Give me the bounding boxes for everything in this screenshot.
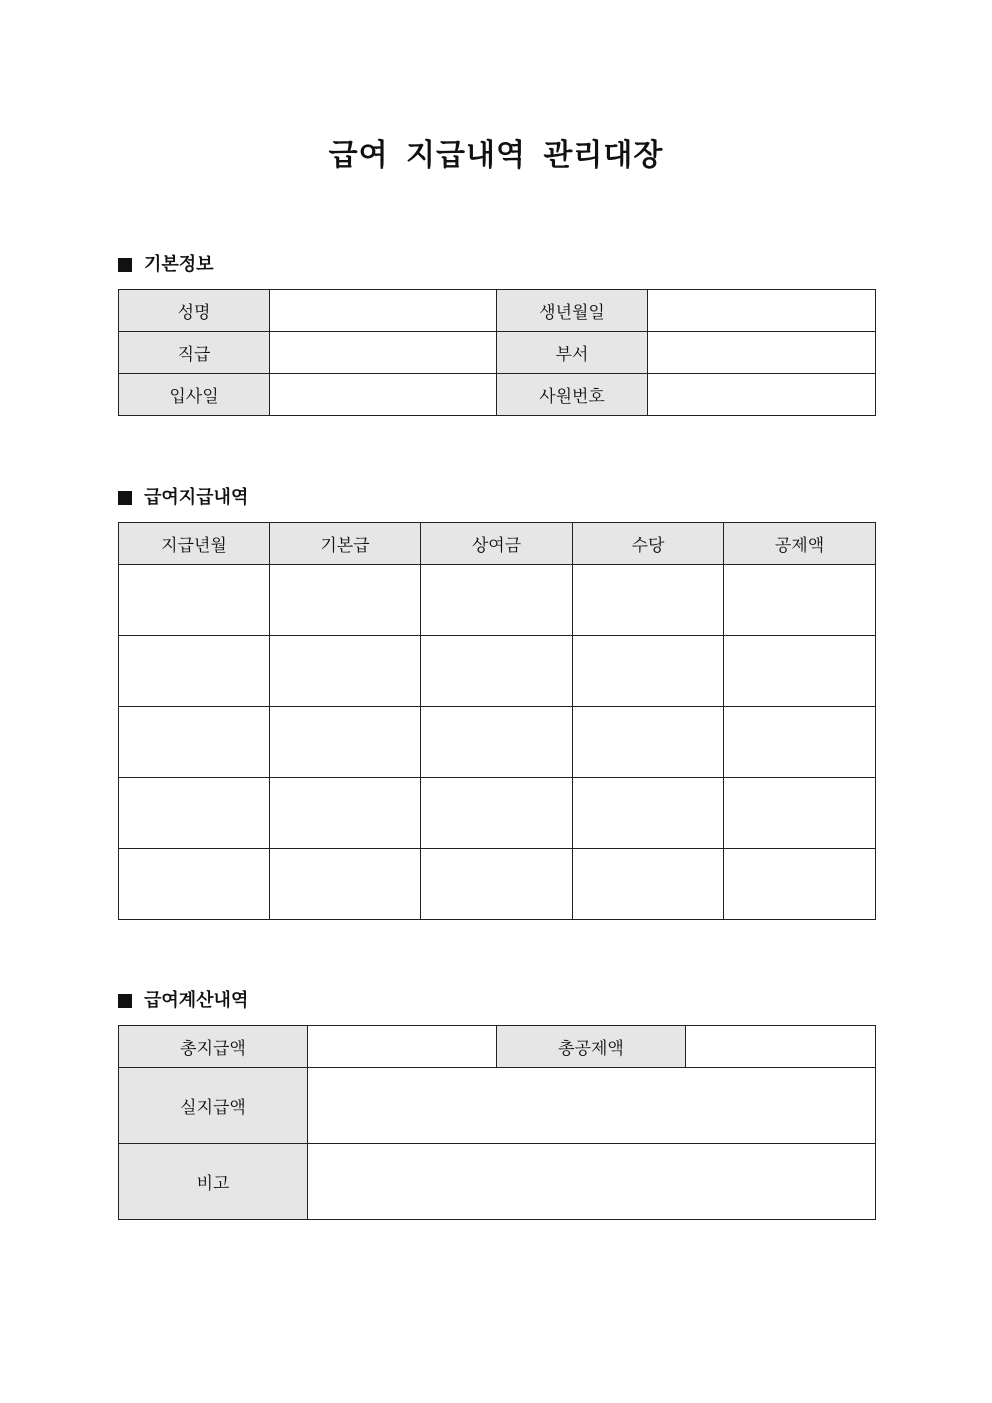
table-cell[interactable] xyxy=(270,565,421,636)
department-field[interactable] xyxy=(648,332,876,374)
table-row xyxy=(119,374,876,416)
net-pay-label: 실지급액 xyxy=(119,1068,308,1144)
total-deduction-field[interactable] xyxy=(686,1026,876,1068)
position-field[interactable] xyxy=(270,332,497,374)
table-row xyxy=(119,849,876,920)
net-pay-field[interactable] xyxy=(308,1068,876,1144)
table-header-row xyxy=(119,523,876,565)
table-row xyxy=(119,332,876,374)
section-heading-label: 급여계산내역 xyxy=(144,990,249,1011)
table-cell[interactable] xyxy=(421,565,573,636)
section-heading-basic-info xyxy=(118,253,214,277)
table-row xyxy=(119,1026,876,1068)
table-cell[interactable] xyxy=(119,778,270,849)
column-header-allowance: 수당 xyxy=(573,523,724,565)
employee-number-field[interactable] xyxy=(648,374,876,416)
table-row xyxy=(119,1068,876,1144)
table-cell[interactable] xyxy=(421,778,573,849)
total-pay-field[interactable] xyxy=(308,1026,497,1068)
table-cell[interactable] xyxy=(119,636,270,707)
table-cell[interactable] xyxy=(573,636,724,707)
table-row xyxy=(119,778,876,849)
black-square-icon xyxy=(118,994,132,1008)
hire-date-field[interactable] xyxy=(270,374,497,416)
table-cell[interactable] xyxy=(573,849,724,920)
section-heading-calculation xyxy=(118,989,248,1013)
table-row xyxy=(119,565,876,636)
table-cell[interactable] xyxy=(119,565,270,636)
birthdate-label: 생년월일 xyxy=(497,290,648,332)
department-label: 부서 xyxy=(497,332,648,374)
calculation-table xyxy=(118,1025,876,1220)
remarks-label: 비고 xyxy=(119,1144,308,1220)
table-row xyxy=(119,636,876,707)
table-cell[interactable] xyxy=(724,636,876,707)
column-header-bonus: 상여금 xyxy=(421,523,573,565)
table-cell[interactable] xyxy=(573,707,724,778)
table-cell[interactable] xyxy=(724,849,876,920)
hire-date-label: 입사일 xyxy=(119,374,270,416)
table-row xyxy=(119,290,876,332)
table-cell[interactable] xyxy=(270,707,421,778)
table-cell[interactable] xyxy=(119,707,270,778)
birthdate-field[interactable] xyxy=(648,290,876,332)
basic-info-table xyxy=(118,289,876,416)
payment-history-table xyxy=(118,522,876,920)
column-header-base-pay: 기본급 xyxy=(270,523,421,565)
table-cell[interactable] xyxy=(270,849,421,920)
table-cell[interactable] xyxy=(724,565,876,636)
black-square-icon xyxy=(118,258,132,272)
table-cell[interactable] xyxy=(724,707,876,778)
table-cell[interactable] xyxy=(421,636,573,707)
table-cell[interactable] xyxy=(270,636,421,707)
total-deduction-label: 총공제액 xyxy=(497,1026,686,1068)
section-heading-label: 급여지급내역 xyxy=(144,487,249,508)
table-row xyxy=(119,1144,876,1220)
table-cell[interactable] xyxy=(421,707,573,778)
document-title: 급여 지급내역 관리대장 xyxy=(328,138,664,173)
table-row xyxy=(119,707,876,778)
table-cell[interactable] xyxy=(573,565,724,636)
column-header-pay-month: 지급년월 xyxy=(119,523,270,565)
black-square-icon xyxy=(118,491,132,505)
employee-number-label: 사원번호 xyxy=(497,374,648,416)
section-heading-label: 기본정보 xyxy=(144,254,214,275)
total-pay-label: 총지급액 xyxy=(119,1026,308,1068)
position-label: 직급 xyxy=(119,332,270,374)
table-cell[interactable] xyxy=(421,849,573,920)
table-cell[interactable] xyxy=(724,778,876,849)
table-cell[interactable] xyxy=(119,849,270,920)
name-label: 성명 xyxy=(119,290,270,332)
section-heading-payment-history xyxy=(118,486,248,510)
column-header-deduction: 공제액 xyxy=(724,523,876,565)
remarks-field[interactable] xyxy=(308,1144,876,1220)
table-cell[interactable] xyxy=(270,778,421,849)
name-field[interactable] xyxy=(270,290,497,332)
table-cell[interactable] xyxy=(573,778,724,849)
